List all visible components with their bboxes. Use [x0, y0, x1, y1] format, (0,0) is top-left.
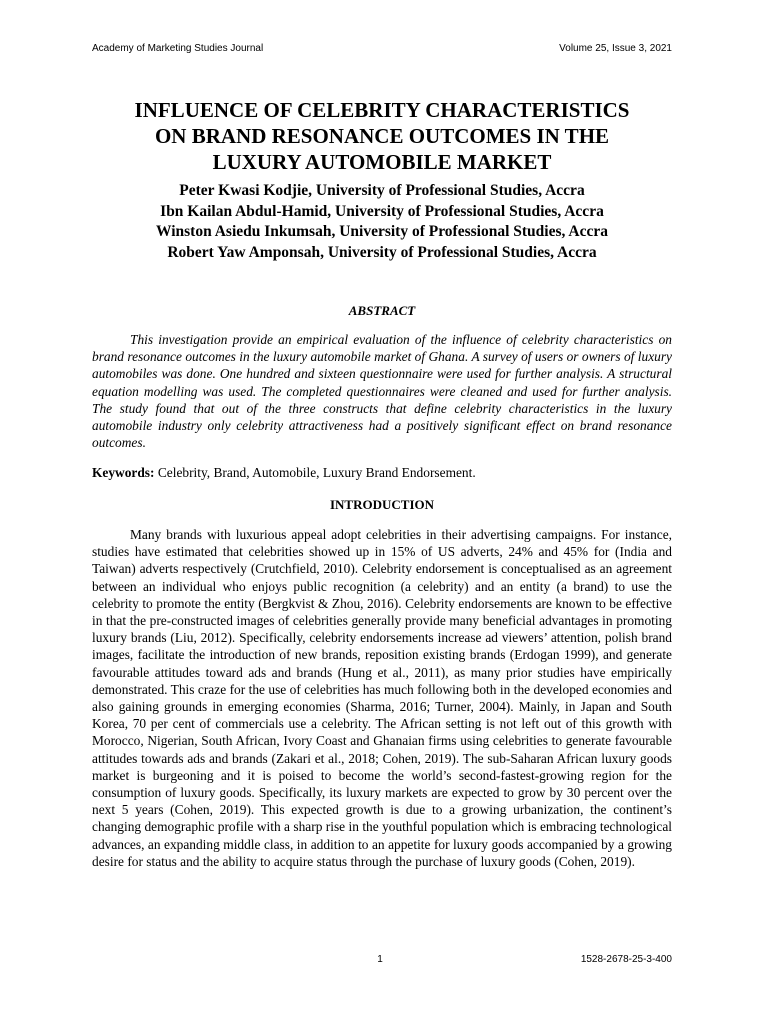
introduction-heading: INTRODUCTION: [329, 497, 434, 512]
journal-name: Academy of Marketing Studies Journal: [92, 43, 264, 54]
page-number: 1: [377, 954, 383, 965]
abstract-heading: ABSTRACT: [348, 303, 416, 318]
title-line: ON BRAND RESONANCE OUTCOMES IN THE: [154, 124, 610, 148]
keywords: [92, 464, 672, 481]
author-line: Peter Kwasi Kodjie, University of Professional Studies, Accra: [179, 182, 585, 199]
keywords-label: Keywords:: [92, 465, 155, 480]
keywords-text: Celebrity, Brand, Automobile, Luxury Brand Endorsement.: [157, 465, 476, 480]
author-line: Robert Yaw Amponsah, University of Professional Studies, Accra: [167, 243, 597, 261]
author-line: Ibn Kailan Abdul-Hamid, University of Professional Studies, Accra: [160, 202, 604, 220]
issn: 1528-2678-25-3-400: [580, 954, 672, 965]
introduction-text: Many brands with luxurious appeal adopt celebrities in their advertising campaigns. For instance, studies have estimated that celebrities showed up in 15% of US adverts, 24% and 45% for (India and Taiwan) adverts respectively (Crutchfield, 2010). Celebrity endorsement is conceptualised as an agreement between an individual who enjoys public recognition (a celebrity) and an entity (a brand) to use the celebrity to promote the entity (Bergkvist & Zhou, 2016). Celebrity endorsements are known to be effective in that the pre-constructed images of celebrities generally provide many beneficial advantages in promoting luxury brands (Liu, 2012). Specifically, celebrity endorsements increase ad viewers’ attention, polish brand images, facilitate the introduction of new brands, reposition existing brands (Erdogan 1999), and generate favourable attitudes toward ads and brands (Hung et al., 2011), as many prior studies have empirically demonstrated. This craze for the use of celebrities has much following both in the developed economies and also gaining grounds in emerging economies (Sharma, 2016; Turner, 2004). Mainly, in Japan and South Korea, 70 per cent of commercials use a celebrity. The African setting is not left out of this growth with Morocco, Nigerian, South African, Ivory Coast and Ghanaian firms using celebrities to generate favourable attitudes towards ads and brands (Zakari et al., 2018; Cohen, 2019). The sub-Saharan African luxury goods market is burgeoning and it is poised to become the world’s second-fastest-growing region for the consumption of luxury goods. Specifically, its luxury markets are expected to grow by 30 percent over the next 5 years (Cohen, 2019). This expected growth is due to a growing urbanization, the continent’s changing demographic profile with a sharp rise in the youthful population which is embracing technological advances, an expanding middle class, in addition to an appetite for luxury goods accompanied by a growing desire for status and the ability to acquire status through the purchase of luxury goods (Cohen, 2019).: [92, 527, 672, 869]
volume-issue: Volume 25, Issue 3, 2021: [559, 43, 672, 54]
author-list: [92, 181, 672, 263]
title-line: INFLUENCE OF CELEBRITY CHARACTERISTICS: [134, 98, 630, 122]
author-line: Winston Asiedu Inkumsah, University of Professional Studies, Accra: [155, 223, 608, 240]
title-line: LUXURY AUTOMOBILE MARKET: [212, 150, 552, 174]
abstract-text: This investigation provide an empirical evaluation of the influence of celebrity characteristics on brand resonance outcomes in the luxury automobile market of Ghana. A survey of users or owners of luxury automobiles was done. One hundred and sixteen questionnaire were used for further analysis. A structural equation modelling was used. The completed questionnaires were cleaned and used for further analysis. The study found that out of the three constructs that define celebrity characteristics in the luxury automobile industry only celebrity attractiveness had a positively significant effect on brand resonance outcomes.: [92, 332, 672, 451]
paper-title: [92, 97, 672, 175]
